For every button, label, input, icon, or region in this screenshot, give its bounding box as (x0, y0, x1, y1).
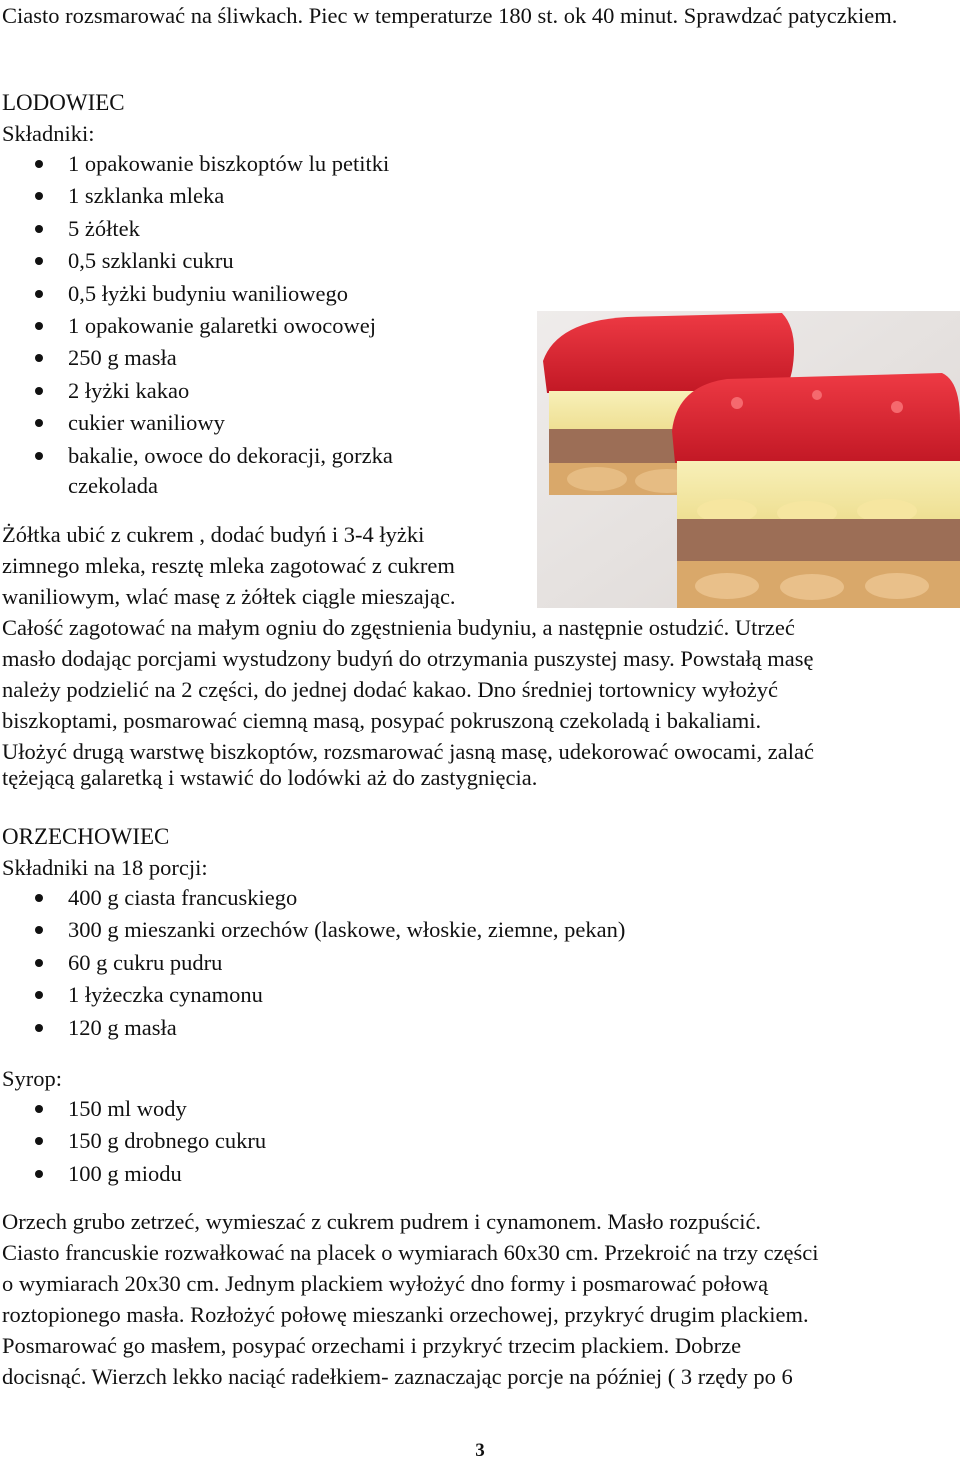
list-item: 60 g cukru pudru (0, 947, 625, 979)
instruction-line: Całość zagotować na małym ogniu do zgęstnienia budyniu, a następnie ostudzić. Utrzeć (2, 615, 795, 640)
ingredients-list-orzechowiec (0, 882, 625, 1044)
list-item: 150 ml wody (0, 1093, 266, 1125)
list-item: 0,5 szklanki cukru (0, 245, 393, 277)
list-item: 1 szklanka mleka (0, 180, 393, 212)
recipe-title-lodowiec: LODOWIEC (2, 90, 125, 115)
instruction-line: waniliowym, wlać masę z żółtek ciągle mieszając. (2, 584, 456, 609)
ingredients-list-lodowiec (0, 148, 393, 472)
list-item: 1 opakowanie galaretki owocowej (0, 310, 393, 342)
instruction-line: masło dodając porcjami wystudzony budyń do otrzymania puszystej masy. Powstałą masę (2, 646, 814, 671)
instruction-line: o wymiarach 20x30 cm. Jednym plackiem wyłożyć dno formy i posmarować połową (2, 1271, 769, 1296)
list-item: 120 g masła (0, 1012, 625, 1044)
instruction-line: Ułożyć drugą warstwę biszkoptów, rozsmarować jasną masę, udekorować owocami, zalać (2, 739, 814, 764)
list-item: 1 łyżeczka cynamonu (0, 979, 625, 1011)
list-item: 1 opakowanie biszkoptów lu petitki (0, 148, 393, 180)
list-item: 400 g ciasta francuskiego (0, 882, 625, 914)
cake-photo (537, 311, 960, 608)
intro-paragraph: Ciasto rozsmarować na śliwkach. Piec w temperaturze 180 st. ok 40 minut. Sprawdzać patyczkiem. (2, 3, 898, 28)
list-item: 5 żółtek (0, 213, 393, 245)
instruction-line: Orzech grubo zetrzeć, wymieszać z cukrem pudrem i cynamonem. Masło rozpuścić. (2, 1209, 762, 1234)
list-item: 100 g miodu (0, 1158, 266, 1190)
instruction-line: roztopionego masła. Rozłożyć połowę mieszanki orzechowej, przykryć drugim plackiem. (2, 1302, 809, 1327)
list-item: cukier waniliowy (0, 407, 393, 439)
list-item: bakalie, owoce do dekoracji, gorzka (0, 440, 393, 472)
recipe-title-orzechowiec: ORZECHOWIEC (2, 824, 170, 849)
list-item: 2 łyżki kakao (0, 375, 393, 407)
instruction-line: Żółtka ubić z cukrem , dodać budyń i 3-4 łyżki (2, 522, 425, 547)
list-item: 300 g mieszanki orzechów (laskowe, włoskie, ziemne, pekan) (0, 914, 625, 946)
instruction-line: należy podzielić na 2 części, do jednej dodać kakao. Dno średniej tortownicy wyłożyć (2, 677, 778, 702)
ingredients-label: Składniki na 18 porcji: (2, 855, 208, 880)
list-item: 150 g drobnego cukru (0, 1125, 266, 1157)
instruction-line: Ciasto francuskie rozwałkować na placek o wymiarach 60x30 cm. Przekroić na trzy części (2, 1240, 819, 1265)
instruction-line: docisnąć. Wierzch lekko naciąć radełkiem- zaznaczając porcje na później ( 3 rzędy po 6 (2, 1364, 793, 1389)
ingredient-continuation: czekolada (68, 473, 158, 498)
instruction-line: zimnego mleka, resztę mleka zagotować z cukrem (2, 553, 455, 578)
page-number: 3 (475, 1440, 485, 1461)
syrup-label: Syrop: (2, 1066, 63, 1091)
instruction-line: biszkoptami, posmarować ciemną masą, posypać pokruszoną czekoladą i bakaliami. (2, 708, 762, 733)
instruction-line: Posmarować go masłem, posypać orzechami i przykryć trzecim plackiem. Dobrze (2, 1333, 742, 1358)
list-item: 0,5 łyżki budyniu waniliowego (0, 278, 393, 310)
list-item: 250 g masła (0, 342, 393, 374)
syrup-list (0, 1093, 266, 1190)
ingredients-label: Składniki: (2, 121, 95, 146)
instruction-line: tężejącą galaretką i wstawić do lodówki aż do zastygnięcia. (2, 765, 538, 790)
